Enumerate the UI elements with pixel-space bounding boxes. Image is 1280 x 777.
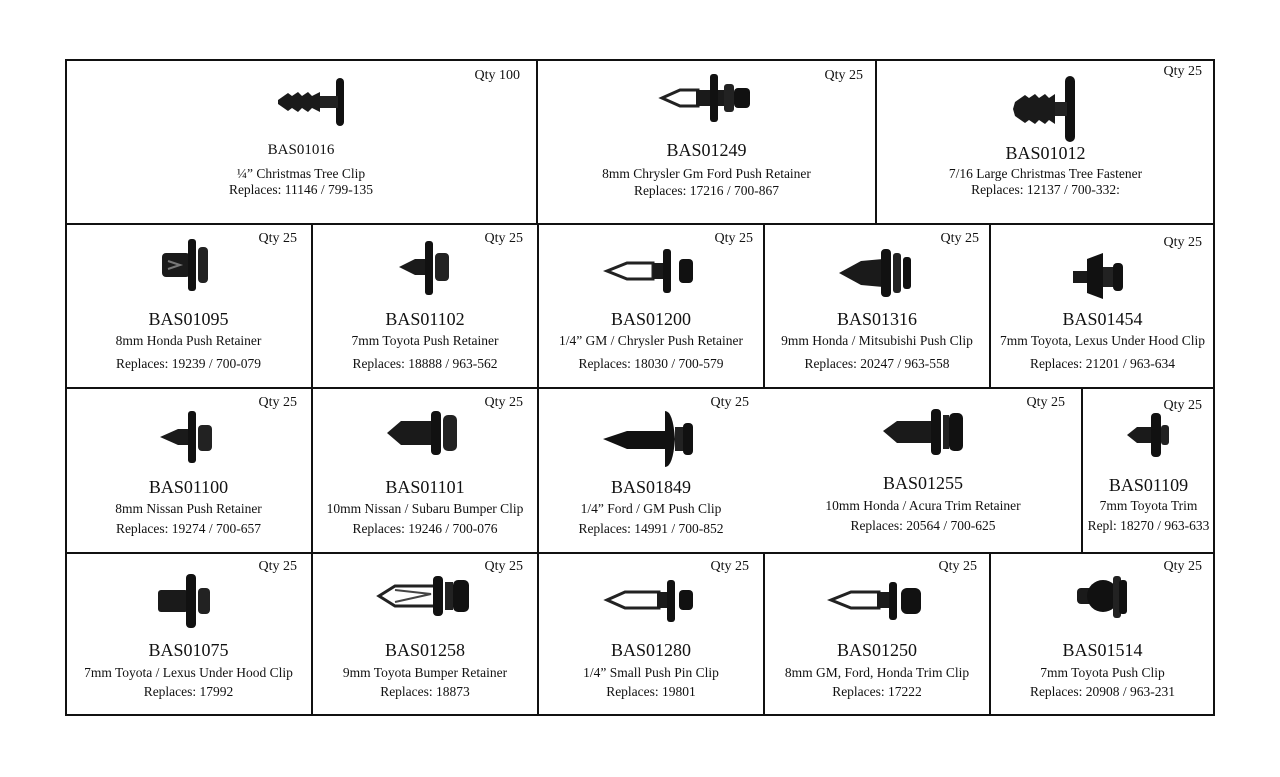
product-card [539, 554, 763, 715]
product-code: BAS01454 [1062, 309, 1143, 329]
product-code: BAS01095 [148, 309, 229, 329]
product-card [991, 225, 1214, 387]
product-qty: Qty 25 [714, 231, 753, 246]
product-code: BAS01316 [836, 309, 917, 329]
product-name: 7/16 Large Christmas Tree Fastener [948, 166, 1143, 181]
bumper-retainer-icon [375, 572, 475, 622]
product-name: 7mm Toyota / Lexus Under Hood Clip [84, 665, 293, 680]
push-retainer-icon [158, 235, 218, 295]
push-pin-clip-icon [603, 576, 699, 626]
product-code: BAS01012 [1005, 143, 1086, 163]
product-replaces: Replaces: 11146 / 799-135 [228, 182, 374, 197]
product-name: 10mm Nissan / Subaru Bumper Clip [326, 501, 524, 516]
product-code: BAS01016 [267, 142, 335, 158]
christmas-tree-fastener-icon [1007, 74, 1087, 144]
product-replaces: Replaces: 14991 / 700-852 [578, 521, 724, 536]
product-name: 8mm Nissan Push Retainer [115, 501, 262, 516]
product-name: 8mm Chrysler Gm Ford Push Retainer [602, 166, 811, 181]
product-name: 7mm Toyota Trim [1099, 498, 1198, 513]
push-retainer-icon [658, 70, 758, 128]
product-code: BAS01100 [148, 477, 229, 497]
product-qty: Qty 25 [1026, 395, 1065, 410]
product-qty: Qty 25 [258, 395, 297, 410]
product-name: 1/4” GM / Chrysler Push Retainer [558, 333, 744, 348]
hood-clip-icon [154, 570, 218, 632]
product-replaces: Replaces: 20564 / 700-625 [850, 518, 996, 533]
product-replaces: Replaces: 19246 / 700-076 [352, 521, 498, 536]
push-clip-icon [1073, 570, 1133, 624]
product-qty: Qty 25 [484, 559, 523, 574]
product-replaces: Replaces: 19239 / 700-079 [115, 356, 262, 371]
product-card [313, 554, 537, 715]
product-replaces: Repl: 18270 / 963-633 [1087, 518, 1210, 533]
product-code: BAS01102 [385, 309, 465, 329]
product-replaces: Replaces: 12137 / 700-332: [971, 182, 1120, 197]
product-card [66, 225, 311, 387]
product-code: BAS01849 [610, 477, 691, 497]
trim-retainer-icon [879, 405, 971, 459]
product-card [765, 554, 989, 715]
product-qty: Qty 25 [258, 559, 297, 574]
product-card [538, 60, 875, 223]
push-clip-icon [835, 245, 919, 301]
product-name: 9mm Toyota Bumper Retainer [342, 665, 508, 680]
product-code: BAS01249 [666, 140, 747, 160]
product-qty: Qty 25 [710, 559, 749, 574]
product-code: BAS01075 [148, 640, 229, 660]
product-replaces: Replaces: 17222 [832, 684, 922, 699]
product-qty: Qty 100 [474, 68, 520, 83]
product-qty: Qty 25 [938, 559, 977, 574]
product-name: 7mm Toyota Push Retainer [351, 333, 499, 348]
product-replaces: Replaces: 18888 / 963-562 [352, 356, 498, 371]
push-retainer-icon [395, 237, 455, 297]
product-code: BAS01101 [385, 477, 465, 497]
product-name: 1/4” Ford / GM Push Clip [580, 501, 722, 516]
product-replaces: Replaces: 17992 [143, 684, 234, 699]
product-card [765, 225, 989, 387]
product-qty: Qty 25 [484, 231, 523, 246]
product-card [313, 225, 537, 387]
product-code: BAS01255 [882, 473, 963, 493]
product-card [313, 389, 537, 552]
product-code: BAS01250 [836, 640, 917, 660]
product-replaces: Replaces: 17216 / 700-867 [633, 183, 780, 198]
product-name: 7mm Toyota Push Clip [1040, 665, 1165, 680]
bumper-clip-icon [383, 407, 467, 457]
product-name: 8mm GM, Ford, Honda Trim Clip [784, 665, 970, 680]
product-code: BAS01258 [384, 640, 465, 660]
product-qty: Qty 25 [258, 231, 297, 246]
product-name: 10mm Honda / Acura Trim Retainer [825, 498, 1021, 513]
product-qty: Qty 25 [824, 68, 863, 83]
product-code: BAS01514 [1062, 640, 1143, 660]
product-qty: Qty 25 [1163, 559, 1202, 574]
product-qty: Qty 25 [940, 231, 979, 246]
product-card [877, 60, 1214, 223]
product-name: 1/4” Small Push Pin Clip [583, 665, 719, 680]
product-qty: Qty 25 [710, 395, 749, 410]
product-replaces: Replaces: 20908 / 963-231 [1029, 684, 1176, 699]
trim-clip-icon [1123, 409, 1173, 461]
product-card [539, 225, 763, 387]
hood-clip-icon [1069, 249, 1133, 303]
product-code: BAS01109 [1108, 475, 1189, 495]
christmas-tree-clip-icon [274, 74, 354, 130]
product-name: 7mm Toyota, Lexus Under Hood Clip [999, 333, 1206, 348]
product-name: ¼” Christmas Tree Clip [236, 166, 366, 181]
product-card [991, 554, 1214, 715]
product-card [1083, 389, 1214, 552]
product-qty: Qty 25 [1163, 64, 1202, 79]
product-card [66, 554, 311, 715]
product-replaces: Replaces: 19801 [606, 684, 696, 699]
product-card [765, 389, 1081, 552]
product-card [66, 60, 536, 223]
product-name: 8mm Honda Push Retainer [115, 333, 262, 348]
product-card [66, 389, 311, 552]
product-qty: Qty 25 [1163, 398, 1202, 413]
push-retainer-icon [156, 407, 220, 467]
product-name: 9mm Honda / Mitsubishi Push Clip [781, 333, 973, 348]
product-code: BAS01280 [610, 640, 691, 660]
product-replaces: Replaces: 21201 / 963-634 [1029, 356, 1176, 371]
product-replaces: Replaces: 20247 / 963-558 [804, 356, 950, 371]
product-replaces: Replaces: 19274 / 700-657 [115, 521, 262, 536]
product-code: BAS01200 [610, 309, 691, 329]
product-replaces: Replaces: 18873 [380, 684, 470, 699]
trim-clip-icon [827, 578, 927, 624]
product-qty: Qty 25 [484, 395, 523, 410]
product-qty: Qty 25 [1163, 235, 1202, 250]
product-replaces: Replaces: 18030 / 700-579 [578, 356, 724, 371]
product-card [539, 389, 763, 552]
push-retainer-icon [603, 245, 699, 299]
push-clip-icon [599, 407, 699, 471]
